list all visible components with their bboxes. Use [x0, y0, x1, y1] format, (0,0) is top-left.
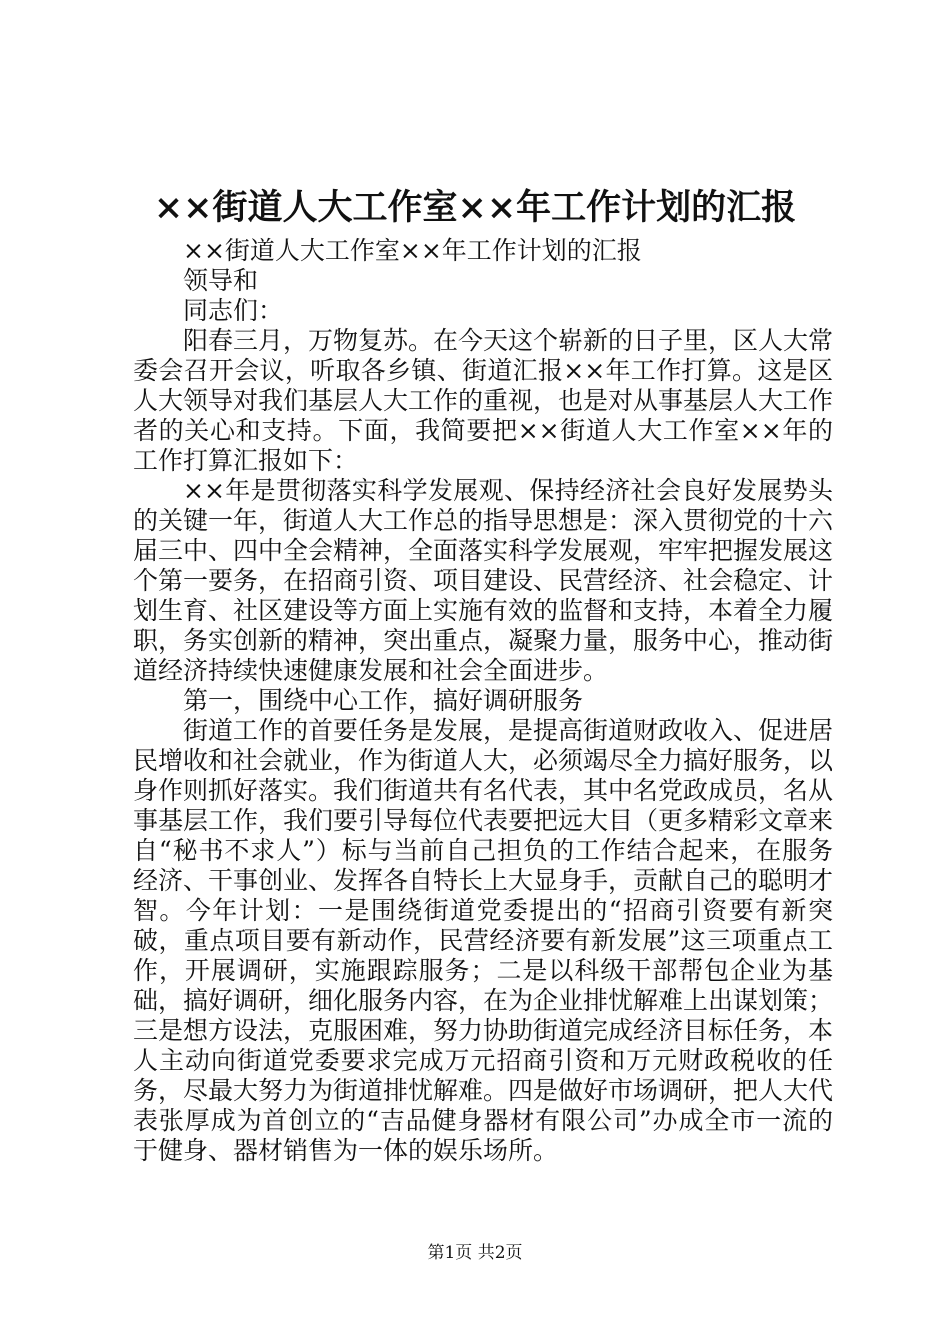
document-body [133, 236, 833, 1166]
subtitle-paragraph: ××街道人大工作室××年工作计划的汇报 [183, 236, 642, 265]
salutation-line-1: 领导和 [183, 266, 259, 295]
page-footer: 第1页 共2页 [427, 1243, 523, 1263]
section-first-paragraph: 街道工作的首要任务是发展，是提高街道财政收入、促进居民增收和社会就业，作为街道人大，必须竭尽全力搞好服务，以身作则抓好落实。我们街道共有名代表，其中名党政成员，名从事基层工作，我们要引导每位代表要把远大目（更多精彩文章来自“秘书不求人”）标与当前自己担负的工作结合起来，在服务经济、干事创业、发挥各自特长上大显身手，贡献自己的聪明才智。今年计划：一是围绕街道党委提出的“招商引资要有新突破，重点项目要有新动作，民营经济要有新发展”这三项重点工作，开展调研，实施跟踪服务；二是以科级干部帮包企业为基础，搞好调研，细化服务内容，在为企业排忧解难上出谋划策；三是想方设法，克服困难，努力协助街道完成经济目标任务，本人主动向街道党委要求完成万元招商引资和万元财政税收的任务，尽最大努力为街道排忧解难。四是做好市场调研，把人大代表张厚成为首创立的“吉品健身器材有限公司”办成全市一流的于健身、器材销售为一体的娱乐场所。 [133, 716, 834, 1165]
section-heading-first: 第一，围绕中心工作，搞好调研服务 [183, 686, 584, 715]
document-title: ××街道人大工作室××年工作计划的汇报 [153, 187, 797, 228]
intro-paragraph: 阳春三月，万物复苏。在今天这个崭新的日子里，区人大常委会召开会议，听取各乡镇、街道汇报××年工作打算。这是区人大领导对我们基层人大工作的重视，也是对从事基层人大工作者的关心和支持。下面，我简要把××街道人大工作室××年的工作打算汇报如下： [133, 326, 834, 475]
salutation-line-2: 同志们： [183, 296, 284, 325]
guiding-thought-paragraph: ××年是贯彻落实科学发展观、保持经济社会良好发展势头的关键一年，街道人大工作总的指导思想是：深入贯彻党的十六届三中、四中全会精神，全面落实科学发展观，牢牢把握发展这个第一要务，在招商引资、项目建设、民营经济、社会稳定、计划生育、社区建设等方面上实施有效的监督和支持，本着全力履职，务实创新的精神，突出重点，凝聚力量，服务中心，推动街道经济持续快速健康发展和社会全面进步。 [133, 476, 834, 685]
